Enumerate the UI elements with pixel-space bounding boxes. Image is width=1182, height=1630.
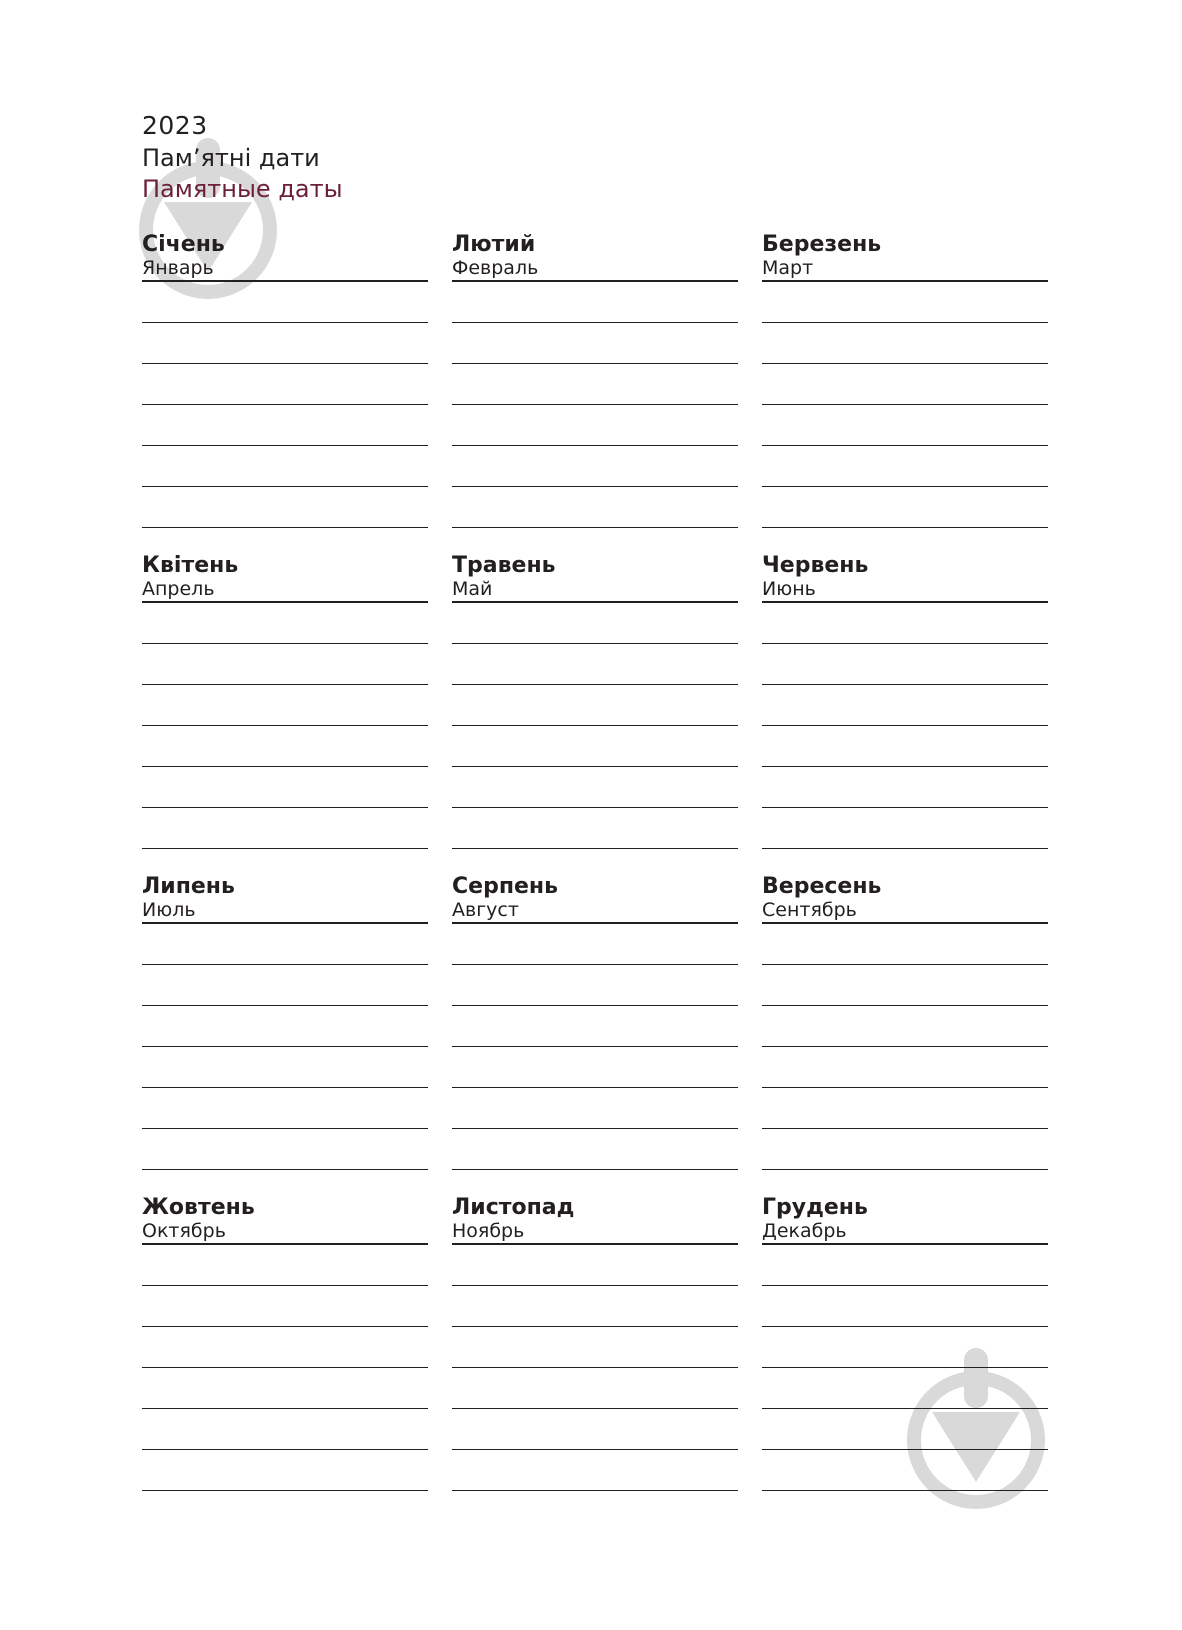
month-name-ru: Июль <box>142 900 428 924</box>
year-label: 2023 <box>142 111 208 140</box>
entry-line[interactable] <box>142 1245 428 1286</box>
entry-line[interactable] <box>142 1129 428 1170</box>
title-russian: Памятные даты <box>142 175 343 203</box>
entry-line[interactable] <box>762 1245 1048 1286</box>
entry-line[interactable] <box>142 487 428 528</box>
month-block-july <box>142 874 428 1170</box>
entry-line[interactable] <box>142 1286 428 1327</box>
entry-line[interactable] <box>142 603 428 644</box>
month-name-ua: Травень <box>452 553 556 578</box>
entry-line[interactable] <box>762 1006 1048 1047</box>
title-ukrainian: Пам’ятні дати <box>142 144 320 172</box>
entry-line[interactable] <box>452 1088 738 1129</box>
entry-line[interactable] <box>762 1129 1048 1170</box>
entry-line[interactable] <box>452 1006 738 1047</box>
entry-line[interactable] <box>452 1450 738 1491</box>
month-name-ua: Вересень <box>762 874 882 899</box>
month-block-may <box>452 553 738 849</box>
month-name-ru: Август <box>452 900 738 924</box>
entry-line[interactable] <box>452 767 738 808</box>
month-name-ru: Январь <box>142 258 428 282</box>
entry-line[interactable] <box>142 323 428 364</box>
entry-line[interactable] <box>762 767 1048 808</box>
entry-line[interactable] <box>142 446 428 487</box>
entry-line[interactable] <box>142 924 428 965</box>
entry-line[interactable] <box>452 924 738 965</box>
month-name-ua: Жовтень <box>142 1195 255 1220</box>
month-block-february <box>452 232 738 528</box>
entry-line[interactable] <box>762 487 1048 528</box>
month-name-ua: Липень <box>142 874 235 899</box>
entry-line[interactable] <box>142 1368 428 1409</box>
entry-line[interactable] <box>142 364 428 405</box>
entry-line[interactable] <box>142 1088 428 1129</box>
entry-line[interactable] <box>142 405 428 446</box>
month-name-ru: Декабрь <box>762 1221 1048 1245</box>
month-block-january <box>142 232 428 528</box>
entry-line[interactable] <box>762 1286 1048 1327</box>
entry-line[interactable] <box>142 965 428 1006</box>
entry-line[interactable] <box>762 1368 1048 1409</box>
entry-line[interactable] <box>762 644 1048 685</box>
entry-line[interactable] <box>452 323 738 364</box>
entry-line[interactable] <box>142 726 428 767</box>
month-name-ru: Октябрь <box>142 1221 428 1245</box>
month-name-ua: Червень <box>762 553 869 578</box>
entry-line[interactable] <box>452 1129 738 1170</box>
entry-line[interactable] <box>452 487 738 528</box>
month-name-ua: Листопад <box>452 1195 575 1220</box>
entry-line[interactable] <box>762 685 1048 726</box>
entry-line[interactable] <box>762 364 1048 405</box>
entry-line[interactable] <box>452 282 738 323</box>
entry-line[interactable] <box>142 1409 428 1450</box>
entry-line[interactable] <box>452 644 738 685</box>
month-block-december <box>762 1195 1048 1491</box>
entry-line[interactable] <box>452 1245 738 1286</box>
month-block-october <box>142 1195 428 1491</box>
entry-line[interactable] <box>762 1450 1048 1491</box>
month-name-ua: Лютий <box>452 232 536 257</box>
entry-line[interactable] <box>452 808 738 849</box>
entry-line[interactable] <box>452 1047 738 1088</box>
entry-line[interactable] <box>762 603 1048 644</box>
entry-line[interactable] <box>762 1047 1048 1088</box>
month-block-september <box>762 874 1048 1170</box>
month-name-ru: Февраль <box>452 258 738 282</box>
entry-line[interactable] <box>142 1047 428 1088</box>
month-block-august <box>452 874 738 1170</box>
entry-line[interactable] <box>762 323 1048 364</box>
entry-line[interactable] <box>762 405 1048 446</box>
month-name-ua: Січень <box>142 232 225 257</box>
entry-line[interactable] <box>452 603 738 644</box>
entry-line[interactable] <box>762 965 1048 1006</box>
entry-line[interactable] <box>452 726 738 767</box>
entry-line[interactable] <box>762 446 1048 487</box>
month-name-ru: Сентябрь <box>762 900 1048 924</box>
month-block-march <box>762 232 1048 528</box>
entry-line[interactable] <box>142 282 428 323</box>
month-block-april <box>142 553 428 849</box>
entry-line[interactable] <box>762 1409 1048 1450</box>
entry-line[interactable] <box>452 364 738 405</box>
month-name-ua: Квітень <box>142 553 239 578</box>
entry-line[interactable] <box>762 808 1048 849</box>
entry-line[interactable] <box>452 1409 738 1450</box>
entry-line[interactable] <box>142 644 428 685</box>
month-block-november <box>452 1195 738 1491</box>
entry-line[interactable] <box>762 1088 1048 1129</box>
entry-line[interactable] <box>452 965 738 1006</box>
entry-line[interactable] <box>142 767 428 808</box>
entry-line[interactable] <box>762 726 1048 767</box>
entry-line[interactable] <box>142 1006 428 1047</box>
entry-line[interactable] <box>452 405 738 446</box>
entry-line[interactable] <box>142 1450 428 1491</box>
entry-line[interactable] <box>142 685 428 726</box>
month-block-june <box>762 553 1048 849</box>
month-name-ru: Ноябрь <box>452 1221 738 1245</box>
entry-line[interactable] <box>762 282 1048 323</box>
entry-line[interactable] <box>452 685 738 726</box>
month-name-ru: Июнь <box>762 579 1048 603</box>
month-name-ru: Май <box>452 579 738 603</box>
month-name-ru: Март <box>762 258 1048 282</box>
month-name-ua: Серпень <box>452 874 559 899</box>
entry-line[interactable] <box>762 1327 1048 1368</box>
month-name-ua: Грудень <box>762 1195 868 1220</box>
month-name-ua: Березень <box>762 232 882 257</box>
entry-line[interactable] <box>452 1327 738 1368</box>
entry-line[interactable] <box>452 446 738 487</box>
entry-line[interactable] <box>142 1327 428 1368</box>
entry-line[interactable] <box>452 1286 738 1327</box>
entry-line[interactable] <box>452 1368 738 1409</box>
entry-line[interactable] <box>762 924 1048 965</box>
month-name-ru: Апрель <box>142 579 428 603</box>
entry-line[interactable] <box>142 808 428 849</box>
